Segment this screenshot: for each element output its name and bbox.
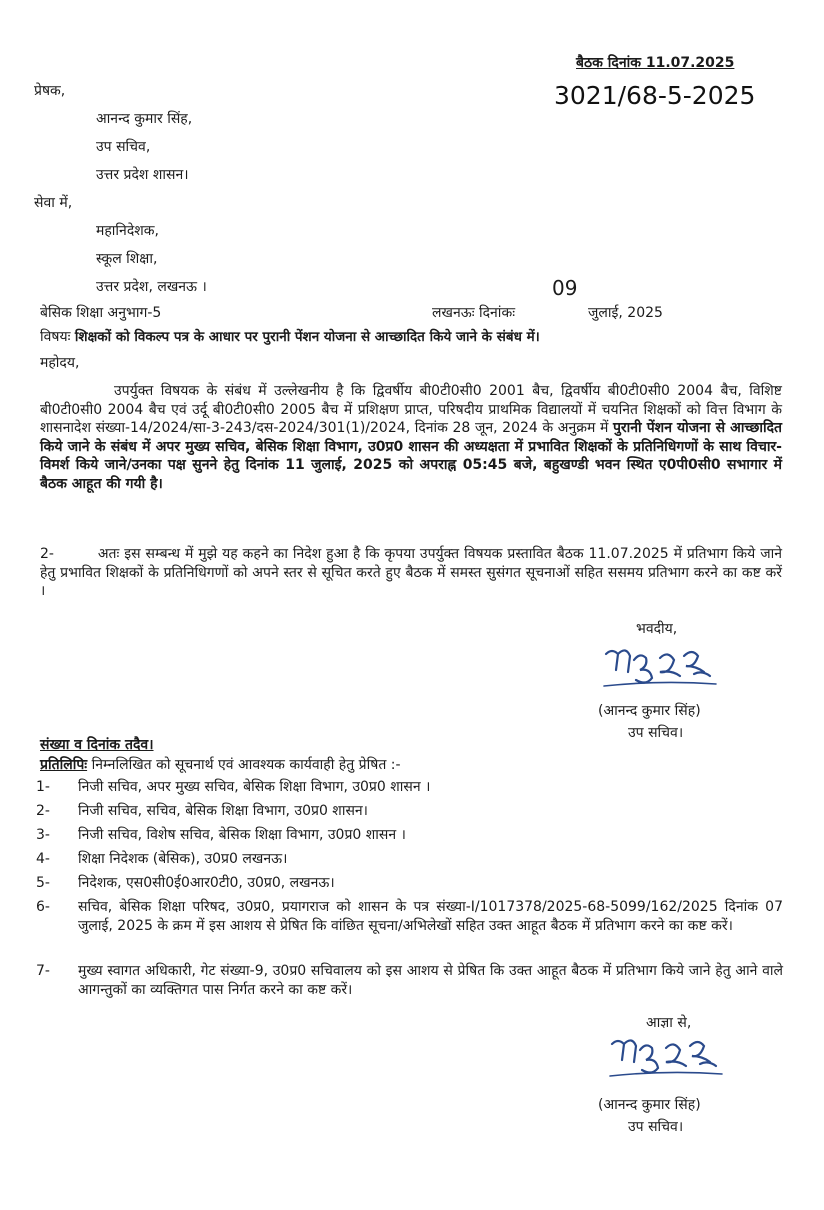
recipient-label: सेवा में,	[34, 195, 73, 211]
signatory-designation-2: उप सचिव।	[628, 1119, 684, 1135]
order-line: आज्ञा से,	[646, 1015, 692, 1031]
copy-intro: निम्नलिखित को सूचनार्थ एवं आवश्यक कार्यवाही हेतु प्रेषित :-	[91, 757, 401, 773]
subject-text: शिक्षकों को विकल्प पत्र के आधार पर पुरानी पेंशन योजना से आच्छादित किये जाने के संबंध में।	[74, 329, 540, 345]
recipient-location: उत्तर प्रदेश, लखनऊ ।	[96, 279, 207, 295]
paragraph-1-bold-text: पुरानी पेंशन योजना से आच्छादित किये जाने के संबंध में अपर मुख्य सचिव, बेसिक शिक्षा विभाग, उ0प्र0 शासन की अध्यक्षता में प्रभावित शिक्षकों के प्रतिनिधिगणों के साथ विचार-विमर्श किये जाने/उनका पक्ष सुनने हेतु दिनांक 11 जुलाई, 2025 को अपराह्न 05:45 बजे, बहुखण्डी भवन स्थित ए0पी0सी0 सभागार में बैठक आहूत की गयी है।	[40, 420, 783, 492]
signature-image	[600, 640, 720, 692]
list-item	[36, 778, 786, 798]
sender-label: प्रेषक,	[34, 83, 66, 99]
signatory-name: (आनन्द कुमार सिंह)	[598, 703, 701, 719]
file-number: 3021/68-5-2025	[554, 81, 756, 110]
sender-designation: उप सचिव,	[96, 139, 151, 155]
valediction: भवदीय,	[636, 621, 678, 637]
list-item-number: 6-	[36, 899, 50, 915]
list-item	[36, 962, 786, 1002]
subject-label: विषयः	[40, 329, 71, 345]
signature-image	[606, 1030, 726, 1082]
copy-intro-line	[40, 754, 401, 776]
copy-label: प्रतिलिपिः	[40, 757, 88, 773]
section-name: बेसिक शिक्षा अनुभाग-5	[40, 305, 162, 321]
subject-line	[40, 326, 540, 348]
list-item-number: 4-	[36, 851, 50, 867]
list-item-text: निदेशक, एस0सी0ई0आर0टी0, उ0प्र0, लखनऊ।	[78, 875, 335, 891]
date-month-year: जुलाई, 2025	[588, 305, 663, 321]
list-item-text: निजी सचिव, अपर मुख्य सचिव, बेसिक शिक्षा विभाग, उ0प्र0 शासन ।	[78, 779, 431, 795]
list-item	[36, 898, 786, 958]
list-item	[36, 802, 786, 822]
sender-name: आनन्द कुमार सिंह,	[96, 111, 193, 127]
list-item-text: मुख्य स्वागत अधिकारी, गेट संख्या-9, उ0प्र0 सचिवालय को इस आशय से प्रेषित कि उक्त आहूत बैठक में प्रतिभाग किये जाने हेतु आने वाले आगन्तुकों का व्यक्तिगत पास निर्गत करने का कष्ट करें।	[78, 963, 783, 998]
place-date-prefix: लखनऊः दिनांकः	[432, 305, 516, 321]
paragraph-1	[40, 382, 782, 494]
recipient-designation: महानिदेशक,	[96, 223, 159, 239]
list-item	[36, 850, 786, 870]
signatory-designation: उप सचिव।	[628, 725, 684, 741]
list-item	[36, 874, 786, 894]
list-item-number: 1-	[36, 779, 50, 795]
salutation: महोदय,	[40, 355, 80, 371]
paragraph-2-text: अतः इस सम्बन्ध में मुझे यह कहने का निदेश हुआ है कि कृपया उपर्युक्त विषयक प्रस्तावित बैठक 11.07.2025 में प्रतिभाग किये जाने हेतु प्रभावित शिक्षकों के प्रतिनिधिगणों को अपने स्तर से सूचित करते हुए बैठक में समस्त सुसंगत सूचनाओं सहित ससमय प्रतिभाग करने का कष्ट करें ।	[40, 546, 782, 600]
paragraph-2	[40, 545, 782, 601]
list-item-number: 7-	[36, 963, 50, 979]
list-item-text: निजी सचिव, सचिव, बेसिक शिक्षा विभाग, उ0प्र0 शासन।	[78, 803, 368, 819]
list-item-text: सचिव, बेसिक शिक्षा परिषद, उ0प्र0, प्रयागराज को शासन के पत्र संख्या-I/1017378/2025-68-5099/162/2025 दिनांक 07 जुलाई, 2025 के क्रम में इस आशय से प्रेषित कि वांछित सूचना/अभिलेखों सहित उक्त आहूत बैठक में प्रतिभाग करने का कष्ट करें।	[78, 899, 783, 934]
list-item-number: 3-	[36, 827, 50, 843]
list-item-number: 5-	[36, 875, 50, 891]
list-item	[36, 826, 786, 846]
list-item-text: शिक्षा निदेशक (बेसिक), उ0प्र0 लखनऊ।	[78, 851, 288, 867]
paragraph-2-number: 2-	[40, 546, 54, 562]
recipient-department: स्कूल शिक्षा,	[96, 251, 158, 267]
date-day: 09	[552, 276, 578, 300]
sender-office: उत्तर प्रदेश शासन।	[96, 167, 189, 183]
signatory-name-2: (आनन्द कुमार सिंह)	[598, 1097, 701, 1113]
list-item-text: निजी सचिव, विशेष सचिव, बेसिक शिक्षा विभाग, उ0प्र0 शासन ।	[78, 827, 406, 843]
list-item-number: 2-	[36, 803, 50, 819]
reference-line: संख्या व दिनांक तदैव।	[40, 737, 154, 753]
meeting-date: बैठक दिनांक 11.07.2025	[576, 55, 735, 71]
paragraph-1-text: उपर्युक्त विषयक के संबंध में उल्लेखनीय है कि द्विवर्षीय बी0टी0सी0 2001 बैच, द्विवर्षीय बी0टी0सी0 2004 बैच, विशिष्ट बी0टी0सी0 2004 बैच एवं उर्दू बी0टी0सी0 2005 बैच में प्रशिक्षण प्राप्त, परिषदीय प्राथमिक विद्यालयों में चयनित शिक्षकों को वित्त विभाग के शासनादेश संख्या-14/2024/सा-3-243/दस-2024/301(1)/2024, दिनांक 28 जून, 2024 के अनुक्रम में	[40, 383, 782, 437]
